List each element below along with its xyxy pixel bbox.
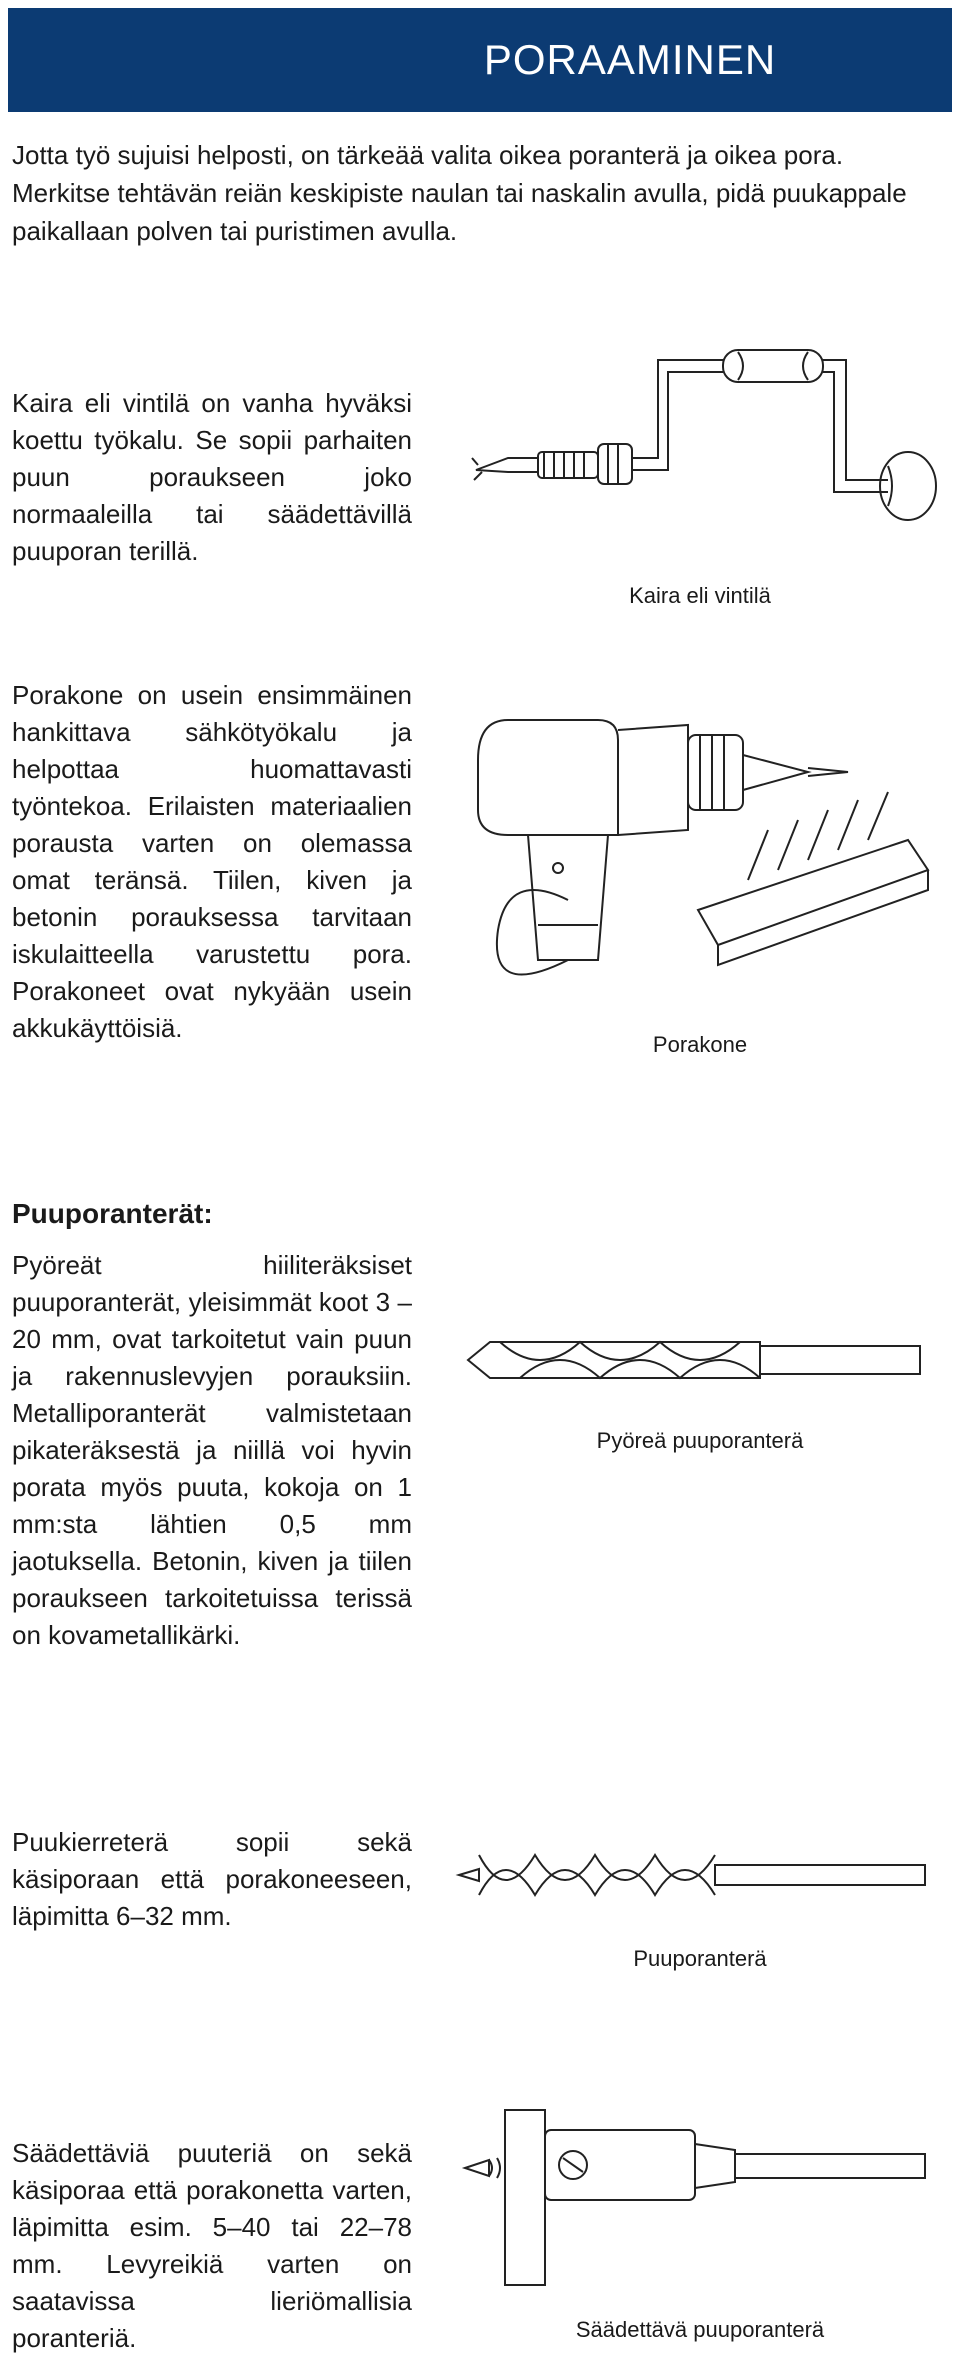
adjustable-bit-illustration (455, 2100, 935, 2290)
power-drill-illustration (468, 700, 948, 1020)
adjustable-bit-caption: Säädettävä puuporanterä (575, 2317, 825, 2342)
adjustable-bit-description: Säädettäviä puuteriä on sekä käsiporaa että porakonetta varten, läpimitta esim. 5–40 tai 22–78 mm. Levyreikiä varten on saatavissa lieriömallisia poranteriä. (12, 2138, 412, 2353)
power-drill-caption: Porakone (652, 1032, 748, 1057)
page-title: PORAAMINEN (483, 36, 777, 83)
round-wood-bit-illustration (460, 1330, 930, 1390)
header-banner (8, 8, 952, 112)
brace-description: Kaira eli vintilä on vanha hyväksi koettu työkalu. Se sopii parhaiten puun poraukseen joko normaaleilla tai säädettävillä puuporan terillä. (12, 388, 412, 566)
round-wood-bit-caption: Pyöreä puuporanterä (596, 1428, 804, 1453)
intro-paragraph: Jotta työ sujuisi helposti, on tärkeää valita oikea poranterä ja oikea pora. Merkitse tehtävän reiän keskipiste naulan tai naskalin avulla, pidä puukappale paikallaan polven tai puristimen avulla. (12, 140, 907, 246)
brace-drill-illustration (468, 340, 938, 550)
auger-bit-caption: Puuporanterä (633, 1946, 767, 1971)
auger-bit-illustration (455, 1835, 935, 1915)
wood-bits-description: Pyöreät hiiliteräksiset puuporanterät, yleisimmät koot 3 – 20 mm, ovat tarkoitetut vain puun ja rakennuslevyjen porauksiin. Metalliporanterät valmistetaan pikateräksestä ja niillä voi hyvin porata myös puuta, kokoja on 1 mm:sta lähtien 0,5 mm jaotuksella. Betonin, kiven ja tiilen poraukseen tarkoitetuissa terissä on kovametallikärki. (12, 1250, 412, 1650)
wood-bits-heading: Puuporanterät: (12, 1198, 213, 1229)
auger-bit-description: Puukierreterä sopii sekä käsiporaan että porakoneeseen, läpimitta 6–32 mm. (12, 1827, 412, 1931)
brace-caption: Kaira eli vintilä (629, 583, 771, 608)
power-drill-description: Porakone on usein ensimmäinen hankittava sähkötyökalu ja helpottaa huomattavasti työntekoa. Erilaisten materiaalien porausta varten on olemassa omat teränsä. Tiilen, kiven ja betonin porauksessa tarvitaan iskulaitteella varustettu pora. Porakoneet ovat nykyään usein akkukäyttöisiä. (12, 680, 412, 1043)
